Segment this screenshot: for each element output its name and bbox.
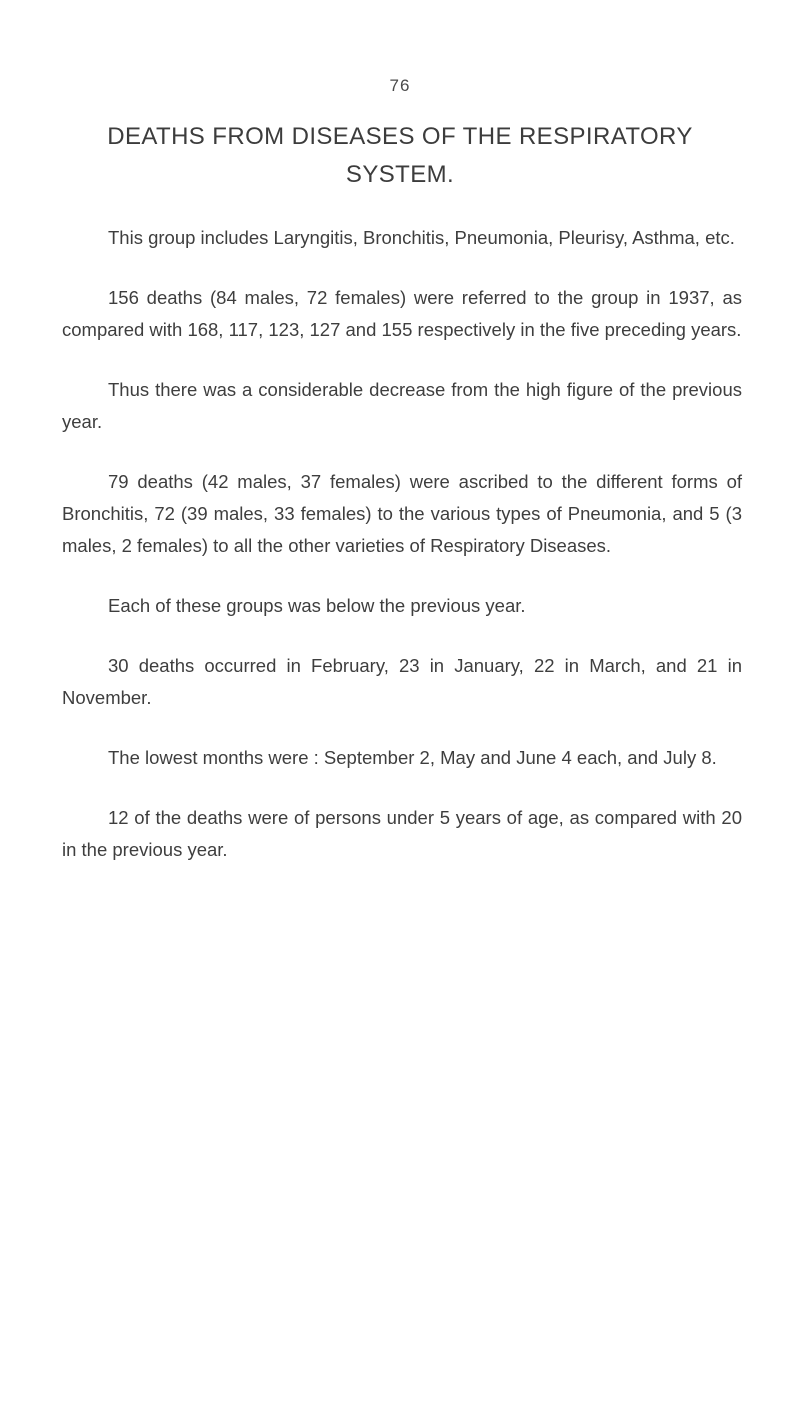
paragraph-group-description: This group includes Laryngitis, Bronchitis, Pneumonia, Pleurisy, Asthma, etc. [108,227,735,248]
paragraph-death-totals: 156 deaths (84 males, 72 females) were referred to the group in 1937, as compared with 168, 117, 123, 127 and 155 respectively in the five preceding years. [62,287,742,340]
paragraph-disease-breakdown: 79 deaths (42 males, 37 females) were ascribed to the different forms of Bronchitis, 72 (39 males, 33 females) to the various types of Pneumonia, and 5 (3 males, 2 females) to all the other varieties of Respiratory Diseases. [62,471,742,556]
body-text [62,222,742,894]
paragraph-decrease: Thus there was a considerable decrease from the high figure of the previous year. [62,379,742,432]
section-title: DEATHS FROM DISEASES OF THE RESPIRATORY SYSTEM. [107,123,693,188]
paragraph-under-five: 12 of the deaths were of persons under 5 years of age, as compared with 20 in the previous year. [62,807,742,860]
paragraph-peak-months: 30 deaths occurred in February, 23 in January, 22 in March, and 21 in November. [62,655,742,708]
page-number: 76 [389,76,411,95]
paragraph-groups-below: Each of these groups was below the previous year. [108,595,526,616]
paragraph-lowest-months: The lowest months were : September 2, May and June 4 each, and July 8. [108,747,717,768]
